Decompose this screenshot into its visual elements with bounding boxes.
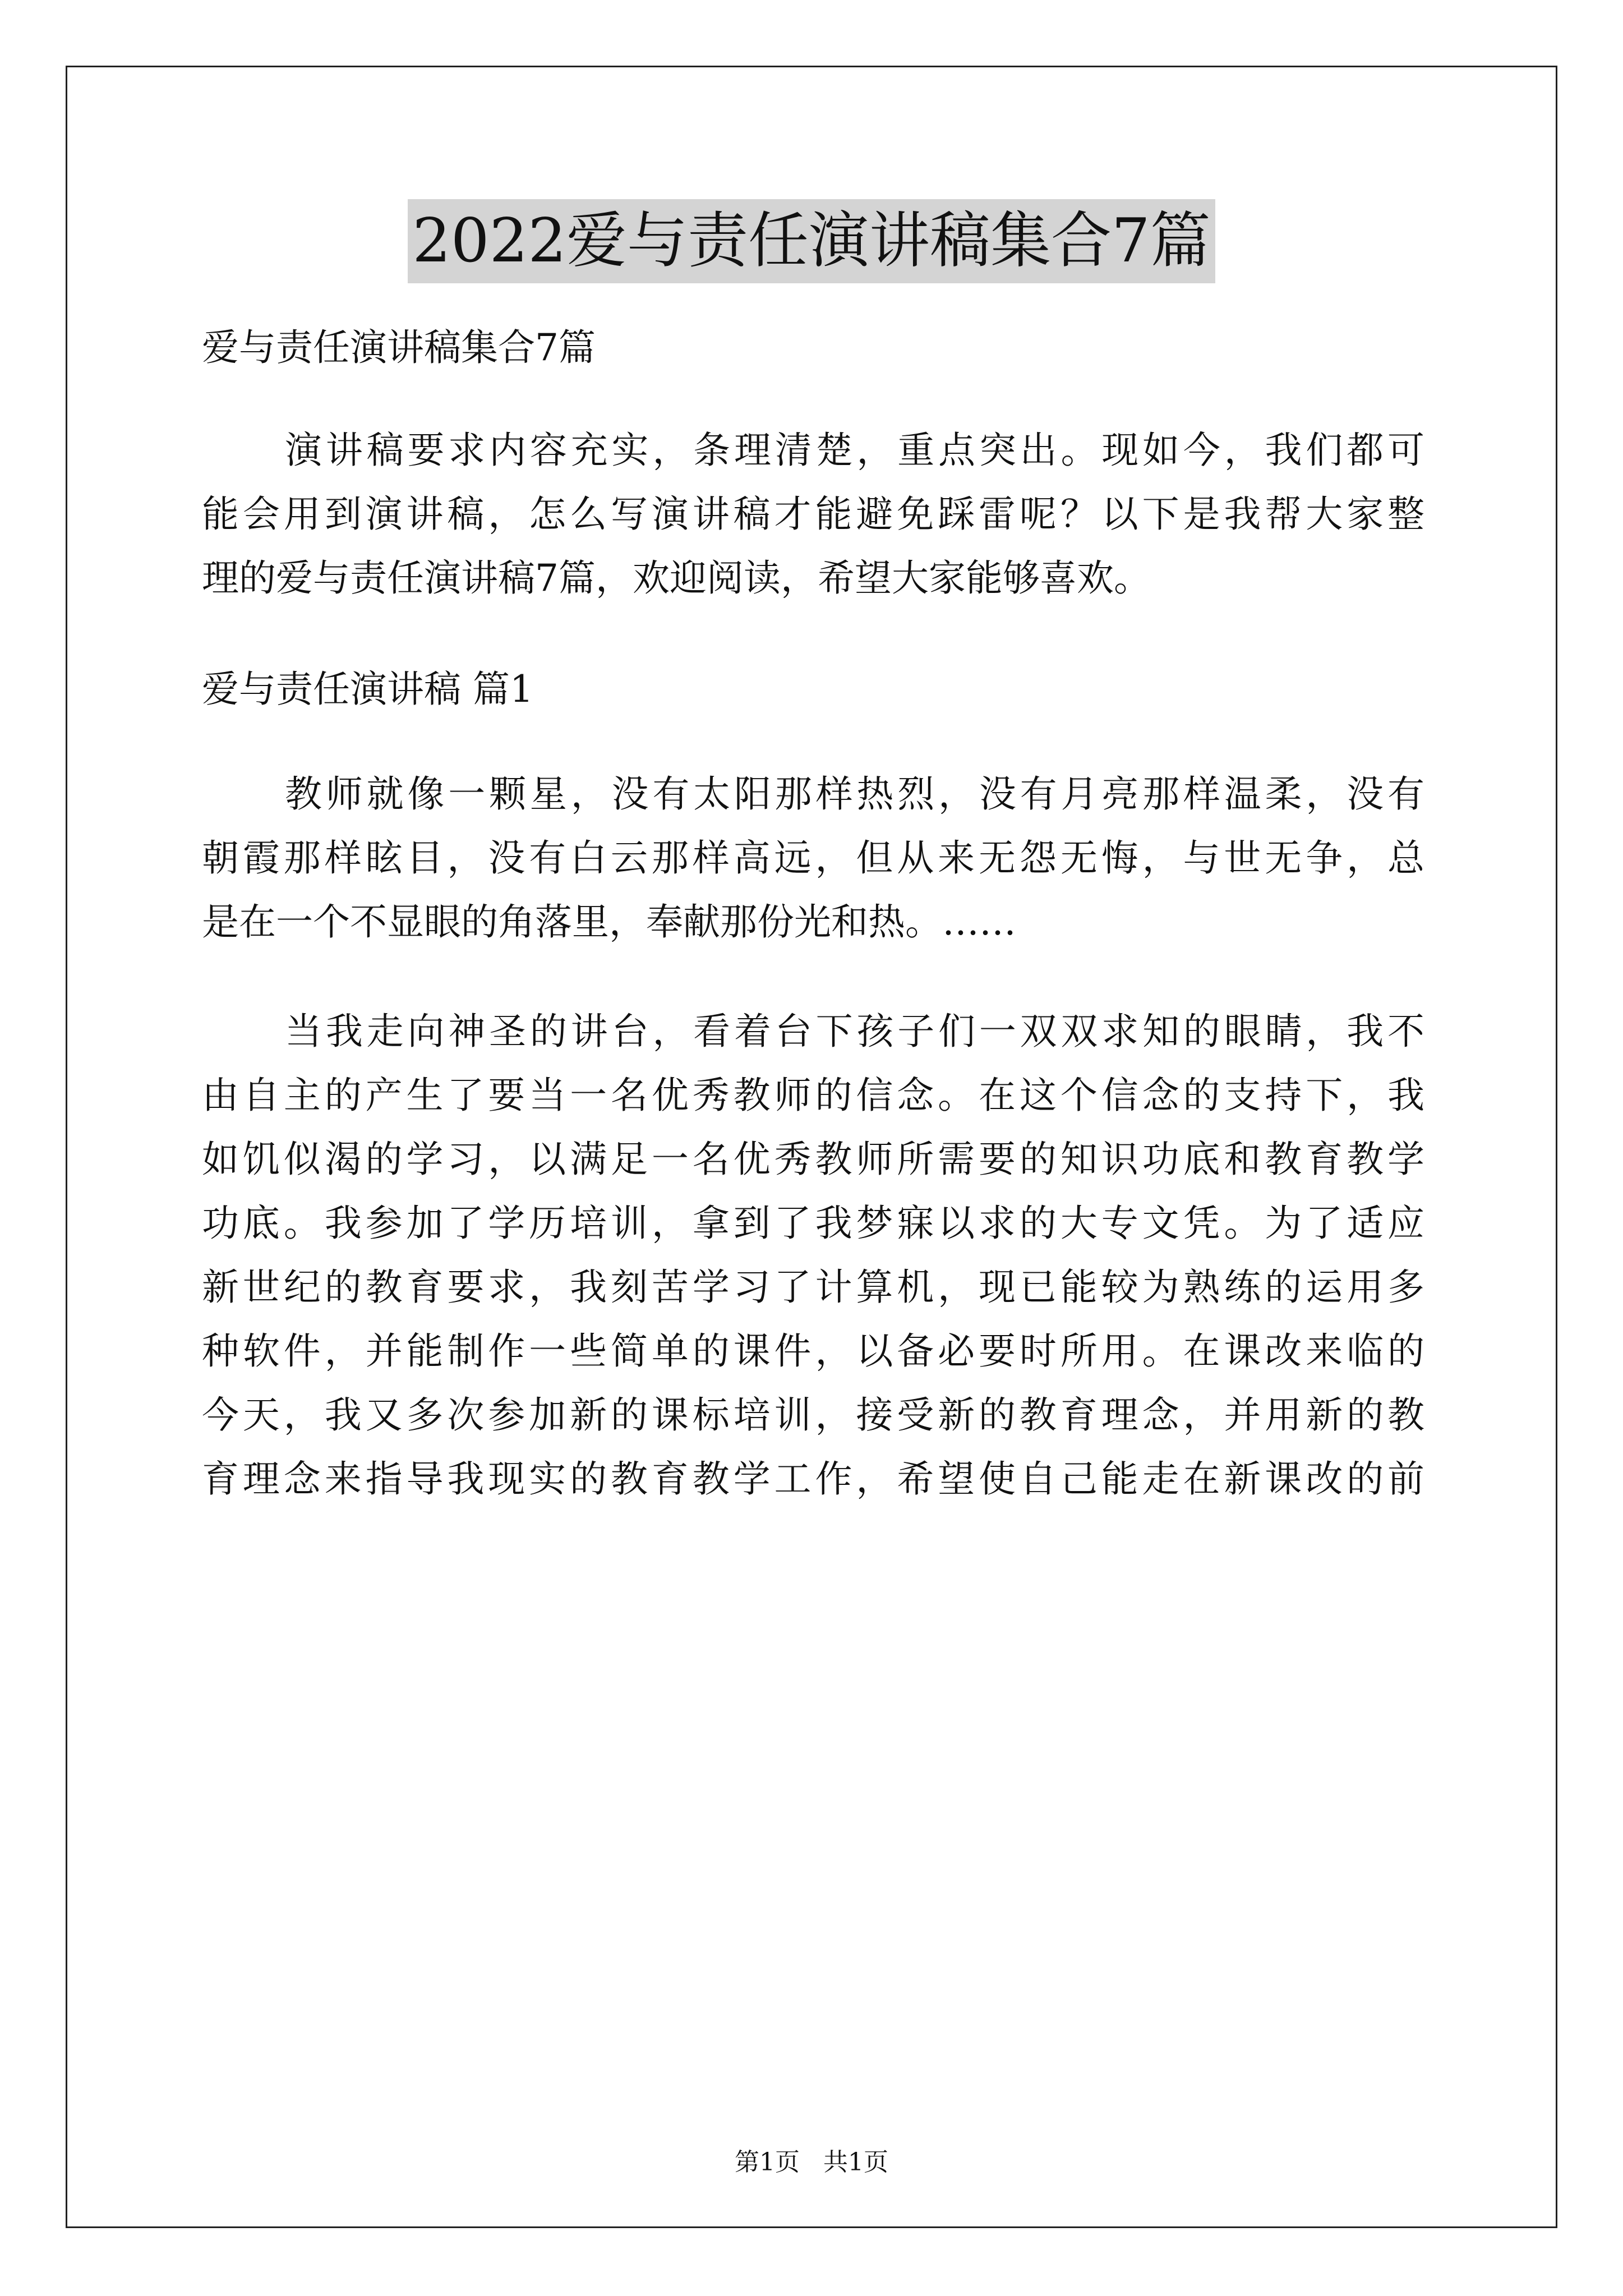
paragraph-line: 新世纪的教育要求，我刻苦学习了计算机，现已能较为熟练的运用多 [202,1266,1424,1309]
paragraph-line: 育理念来指导我现实的教育教学工作，希望使自己能走在新课改的前 [202,1457,1424,1501]
paragraph-line: 种软件，并能制作一些简单的课件，以备必要时所用。在课改来临的 [202,1329,1424,1373]
paragraph-line: 如饥似渴的学习，以满足一名优秀教师所需要的知识功底和教育教学 [202,1138,1424,1181]
intro-line: 能会用到演讲稿，怎么写演讲稿才能避免踩雷呢？以下是我帮大家整 [202,493,1424,536]
section-heading-1: 爱与责任演讲稿 篇1 [202,668,533,711]
paragraph-line: 由自主的产生了要当一名优秀教师的信念。在这个信念的支持下，我 [202,1074,1424,1117]
title-container [0,199,1623,283]
intro-line: 理的爱与责任演讲稿7篇，欢迎阅读，希望大家能够喜欢。 [202,556,1151,600]
paragraph-line: 当我走向神圣的讲台，看着台下孩子们一双双求知的眼睛，我不 [285,1010,1424,1053]
paragraph-line: 功底。我参加了学历培训，拿到了我梦寐以求的大专文凭。为了适应 [202,1202,1424,1245]
paragraph-line: 朝霞那样眩目，没有白云那样高远，但从来无怨无悔，与世无争，总 [202,836,1424,880]
paragraph-1 [202,762,1424,954]
paragraph-line: 是在一个不显眼的角落里，奉献那份光和热。…… [202,900,1016,944]
page-footer: 第1页 共1页 [735,2148,888,2177]
intro-line: 演讲稿要求内容充实，条理清楚，重点突出。现如今，我们都可 [285,429,1424,472]
document-title: 2022爱与责任演讲稿集合7篇 [408,199,1215,283]
paragraph-2 [202,1000,1424,1511]
document-subtitle: 爱与责任演讲稿集合7篇 [202,326,596,369]
paragraph-line: 今天，我又多次参加新的课标培训，接受新的教育理念，并用新的教 [202,1393,1424,1437]
paragraph-line: 教师就像一颗星，没有太阳那样热烈，没有月亮那样温柔，没有 [285,772,1424,816]
document-body [202,314,1424,1557]
intro-paragraph [202,418,1424,610]
